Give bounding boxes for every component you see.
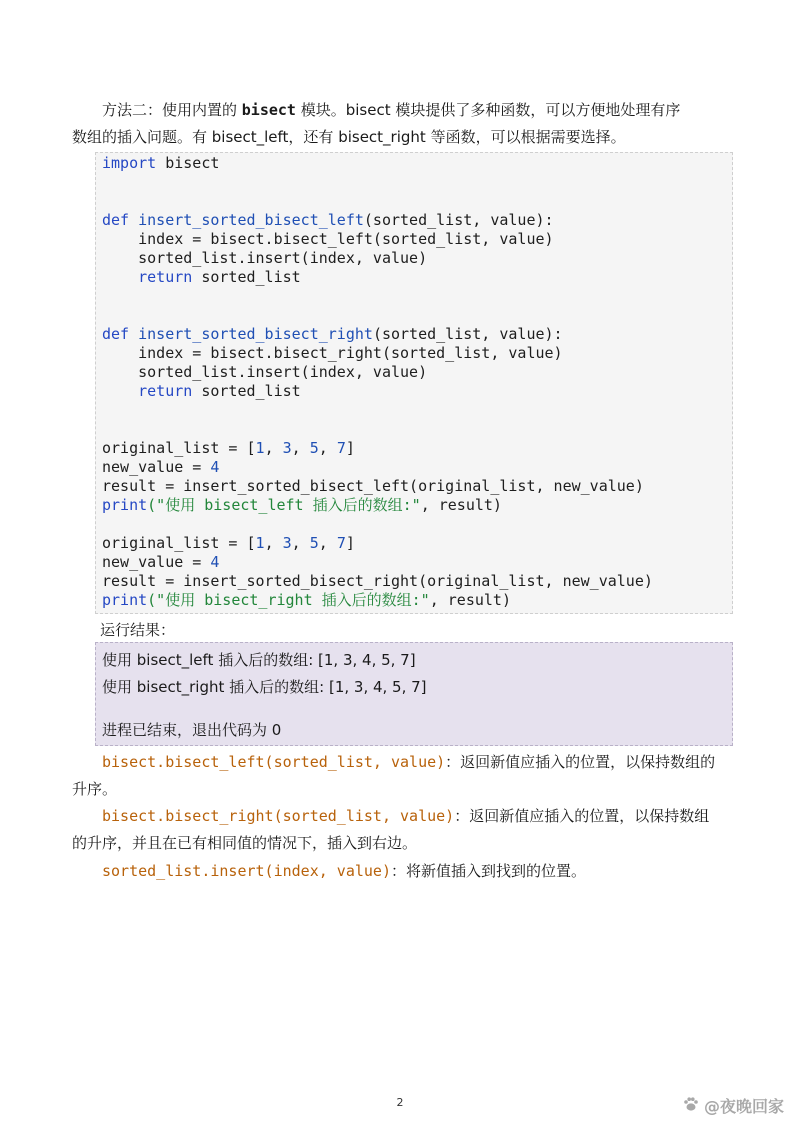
page-number: 2	[396, 1096, 404, 1109]
code-token: import	[102, 154, 157, 172]
output-line-2: 使用 bisect_right 插入后的数组: [1, 3, 4, 5, 7]	[102, 678, 427, 696]
note-insert-code: sorted_list.insert(index, value)	[102, 862, 391, 880]
code-line	[102, 325, 732, 344]
note-bisect-right-cont: 的升序，并且在已有相同值的情况下，插入到右边。	[72, 834, 418, 852]
intro-rest: 模块。bisect 模块提供了多种函数，可以方便地处理有序	[295, 101, 681, 119]
code-token: ]	[345, 534, 355, 552]
watermark	[682, 1094, 784, 1117]
note-bisect-right	[72, 803, 732, 830]
code-token: original_list = [	[102, 534, 256, 552]
code-token: index = bisect.bisect_left(sorted_list, value)	[102, 230, 554, 248]
note-bisect-right-text: ：返回新值应插入的位置，以保持数组	[454, 807, 710, 825]
code-token	[102, 382, 138, 400]
code-line	[102, 230, 732, 249]
code-token: ,	[318, 534, 337, 552]
code-line	[102, 287, 732, 306]
code-token: index = bisect.bisect_right(sorted_list, value)	[102, 344, 563, 362]
output-block	[95, 642, 733, 746]
code-token: result = insert_sorted_bisect_right(original_list, new_value)	[102, 572, 653, 590]
code-token: ,	[264, 534, 283, 552]
code-token: , result)	[420, 496, 502, 514]
code-line	[102, 496, 732, 515]
code-line	[102, 154, 732, 173]
code-token: ("使用 bisect_right 插入后的数组:"	[147, 591, 430, 609]
code-token: 3	[282, 534, 292, 552]
code-token: sorted_list	[192, 382, 301, 400]
code-token: return	[138, 268, 193, 286]
note-insert-text: ：将新值插入到找到的位置。	[390, 862, 586, 880]
code-token: new_value =	[102, 553, 211, 571]
note-bisect-left-text: ：返回新值应插入的位置，以保持数组的	[445, 753, 716, 771]
code-token: sorted_list.insert(index, value)	[102, 363, 428, 381]
code-token: ,	[318, 439, 337, 457]
code-line	[102, 553, 732, 572]
code-token: print	[102, 591, 148, 609]
code-token: ,	[291, 534, 310, 552]
code-token: 4	[210, 553, 220, 571]
note-bisect-left-code: bisect.bisect_left(sorted_list, value)	[102, 753, 446, 771]
note-bisect-left	[72, 749, 732, 776]
note-bisect-left-cont: 升序。	[72, 780, 118, 798]
note-bisect-right-code: bisect.bisect_right(sorted_list, value)	[102, 807, 455, 825]
code-line	[102, 572, 732, 591]
code-token: new_value =	[102, 458, 211, 476]
intro-bold-keyword: bisect	[241, 101, 296, 119]
code-token: ,	[264, 439, 283, 457]
run-result-label: 运行结果：	[100, 621, 176, 639]
code-line	[102, 477, 732, 496]
code-token: (sorted_list, value):	[363, 211, 554, 229]
code-line	[102, 515, 732, 534]
code-token: ("使用 bisect_left 插入后的数组:"	[147, 496, 421, 514]
code-token: original_list = [	[102, 439, 256, 457]
intro-lead: 方法二：使用内置的	[102, 101, 242, 119]
output-line-1: 使用 bisect_left 插入后的数组: [1, 3, 4, 5, 7]	[102, 651, 416, 669]
code-token: sorted_list.insert(index, value)	[102, 249, 428, 267]
code-token: (sorted_list, value):	[372, 325, 563, 343]
intro-line-1	[72, 97, 732, 124]
code-token	[102, 268, 138, 286]
code-token: print	[102, 496, 148, 514]
code-token: def	[102, 325, 139, 343]
code-token: 1	[255, 534, 265, 552]
code-line	[102, 173, 732, 192]
intro-line-2: 数组的插入问题。有 bisect_left，还有 bisect_right 等函数，可以根据需要选择。	[72, 128, 626, 146]
code-token: 1	[255, 439, 265, 457]
code-token: 7	[336, 439, 346, 457]
paw-icon	[682, 1095, 700, 1117]
code-token: 5	[309, 439, 319, 457]
code-token: result = insert_sorted_bisect_left(original_list, new_value)	[102, 477, 644, 495]
code-token: sorted_list	[192, 268, 301, 286]
code-token: bisect	[156, 154, 220, 172]
note-insert	[72, 858, 732, 885]
code-line	[102, 591, 732, 610]
code-token: insert_sorted_bisect_left	[138, 211, 364, 229]
code-token: 4	[210, 458, 220, 476]
code-token: return	[138, 382, 193, 400]
code-line	[102, 458, 732, 477]
code-block	[95, 152, 733, 614]
code-token: 7	[336, 534, 346, 552]
code-line	[102, 401, 732, 420]
code-line	[102, 363, 732, 382]
code-token: def	[102, 211, 139, 229]
code-token: , result)	[429, 591, 511, 609]
code-token: 3	[282, 439, 292, 457]
output-line-3: 进程已结束，退出代码为 0	[102, 721, 282, 739]
output-spacer	[102, 701, 732, 717]
code-token: 5	[309, 534, 319, 552]
code-line	[102, 192, 732, 211]
watermark-text: @夜晚回家	[703, 1097, 784, 1116]
code-token: ]	[345, 439, 355, 457]
code-line	[102, 439, 732, 458]
code-line	[102, 249, 732, 268]
code-line	[102, 306, 732, 325]
code-line	[102, 382, 732, 401]
code-token: insert_sorted_bisect_right	[138, 325, 373, 343]
code-line	[102, 268, 732, 287]
code-token: ,	[291, 439, 310, 457]
code-line	[102, 344, 732, 363]
code-line	[102, 534, 732, 553]
code-line	[102, 420, 732, 439]
code-line	[102, 211, 732, 230]
